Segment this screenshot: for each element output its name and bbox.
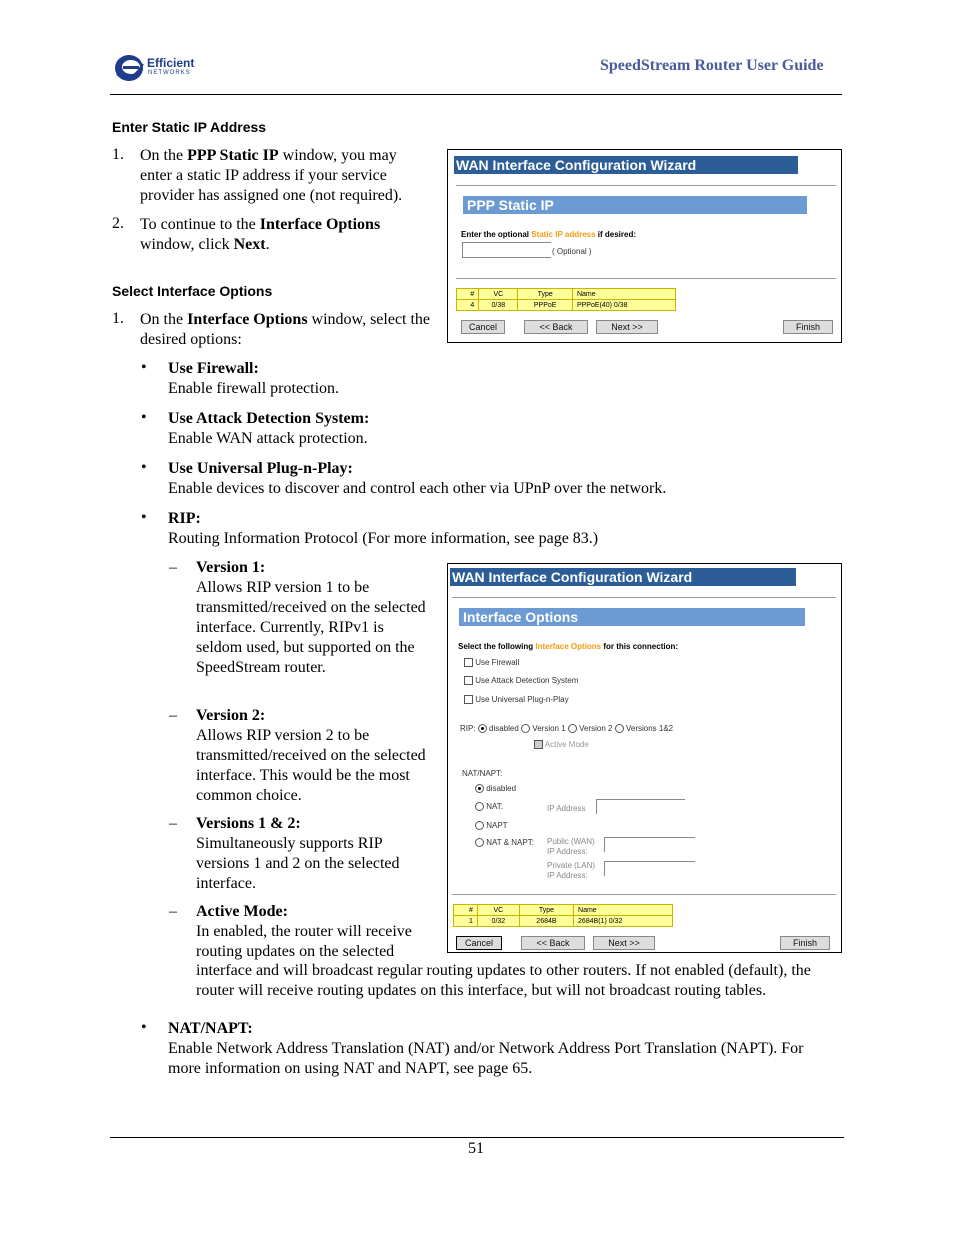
nat-label: NAT/NAPT: bbox=[462, 769, 503, 778]
table-header-row bbox=[457, 289, 676, 300]
radio-rip-disabled[interactable] bbox=[478, 724, 487, 733]
rip-item: Version 1: Allows RIP version 1 to be transmitted/received on the selected interface. Currently, RIPv1 is seldom used, but supported on the SpeedStream router. bbox=[196, 559, 426, 676]
step-text: To continue to the Interface Options window, click Next. bbox=[140, 216, 381, 253]
table-cell: 4 bbox=[457, 300, 479, 311]
table-header: Type bbox=[519, 905, 573, 916]
dash-marker: – bbox=[169, 815, 177, 832]
rip-item: Version 2: Allows RIP version 2 to be transmitted/received on the selected interface. This would be the most common choice. bbox=[196, 707, 426, 804]
finish-button[interactable]: Finish bbox=[783, 320, 833, 334]
table-header-row bbox=[454, 905, 673, 916]
nat-ip-input[interactable] bbox=[596, 799, 685, 814]
page-number: 51 bbox=[468, 1140, 484, 1157]
rip-item: Versions 1 & 2: Simultaneously supports RIP versions 1 and 2 on the selected interface. bbox=[196, 815, 400, 892]
nat-napt-option[interactable]: NAT & NAPT: bbox=[475, 838, 534, 847]
optional-label: ( Optional ) bbox=[552, 247, 592, 256]
checkbox[interactable] bbox=[464, 695, 473, 704]
prompt-text: Enter the optional Static IP address if desired: bbox=[461, 230, 637, 239]
radio[interactable] bbox=[475, 821, 484, 830]
ip-address-label: IP Address bbox=[547, 804, 586, 813]
connection-table bbox=[453, 904, 673, 927]
table-header: Name bbox=[574, 905, 673, 916]
public-wan-label: Public (WAN) IP Address: bbox=[547, 837, 595, 856]
rip-item-continued: interface and will broadcast regular routing updates to other routers. If not enabled (default), the router will receive routing updates on this interface, but will not broadcast routing tables. bbox=[196, 962, 811, 999]
step-text: On the Interface Options window, select the desired options: bbox=[140, 311, 431, 348]
wizard-title-bar: WAN Interface Configuration Wizard bbox=[450, 568, 796, 586]
rip-item: Active Mode: In enabled, the router will receive routing updates on the selected bbox=[196, 903, 412, 960]
sub-title-bar: PPP Static IP bbox=[463, 196, 807, 214]
next-button[interactable]: Next >> bbox=[596, 320, 658, 334]
section-heading-interface-options: Select Interface Options bbox=[112, 283, 273, 299]
radio[interactable] bbox=[475, 838, 484, 847]
step-number: 1. bbox=[112, 146, 124, 163]
dash-marker: – bbox=[169, 559, 177, 576]
static-ip-input[interactable] bbox=[462, 242, 551, 258]
public-ip-input[interactable] bbox=[604, 837, 695, 852]
logo-subtext: NETWORKS bbox=[148, 70, 191, 76]
divider bbox=[456, 278, 836, 279]
private-ip-input[interactable] bbox=[604, 861, 695, 876]
nat-option[interactable]: NAT: bbox=[475, 802, 503, 811]
prompt-text: Select the following Interface Options for this connection: bbox=[458, 642, 679, 651]
wizard-title-bar: WAN Interface Configuration Wizard bbox=[454, 156, 798, 174]
attack-detection-option[interactable]: Use Attack Detection System bbox=[464, 676, 578, 685]
ppp-static-ip-screenshot bbox=[447, 149, 842, 343]
bullet-item: Use Attack Detection System: Enable WAN attack protection. bbox=[168, 410, 370, 447]
radio-rip-v12[interactable] bbox=[615, 724, 624, 733]
table-cell: 0/38 bbox=[479, 300, 518, 311]
bullet-marker: • bbox=[141, 509, 147, 526]
bullet-item: Use Universal Plug-n-Play: Enable devices to discover and control each other via UPnP over the network. bbox=[168, 460, 667, 497]
cancel-button[interactable]: Cancel bbox=[461, 320, 505, 334]
interface-options-screenshot bbox=[447, 563, 842, 953]
radio-rip-v1[interactable] bbox=[521, 724, 530, 733]
dash-marker: – bbox=[169, 707, 177, 724]
step-number: 1. bbox=[112, 310, 124, 327]
radio-rip-v2[interactable] bbox=[568, 724, 577, 733]
dash-marker: – bbox=[169, 903, 177, 920]
back-button[interactable]: << Back bbox=[521, 936, 585, 950]
firewall-option[interactable]: Use Firewall bbox=[464, 658, 519, 667]
bullet-marker: • bbox=[141, 459, 147, 476]
table-cell: 0/32 bbox=[477, 916, 519, 927]
table-header: # bbox=[457, 289, 479, 300]
table-header: Name bbox=[572, 289, 675, 300]
table-row[interactable] bbox=[457, 300, 676, 311]
table-cell: 2684B(1) 0/32 bbox=[574, 916, 673, 927]
table-header: VC bbox=[479, 289, 518, 300]
active-mode-option[interactable]: Active Mode bbox=[534, 740, 589, 749]
checkbox[interactable] bbox=[464, 658, 473, 667]
next-button[interactable]: Next >> bbox=[593, 936, 655, 950]
footer-divider bbox=[110, 1137, 844, 1138]
upnp-option[interactable]: Use Universal Plug-n-Play bbox=[464, 695, 569, 704]
bullet-marker: • bbox=[141, 409, 147, 426]
table-cell: 2684B bbox=[519, 916, 573, 927]
bullet-marker: • bbox=[141, 1019, 147, 1036]
divider bbox=[456, 185, 836, 186]
table-cell: PPPoE(40) 0/38 bbox=[572, 300, 675, 311]
private-lan-label: Private (LAN) IP Address: bbox=[547, 861, 596, 880]
header-divider bbox=[110, 94, 842, 95]
company-logo bbox=[113, 52, 208, 84]
bullet-item: Use Firewall: Enable firewall protection. bbox=[168, 360, 340, 397]
nat-disabled-option[interactable]: disabled bbox=[475, 784, 516, 793]
table-cell: 1 bbox=[454, 916, 478, 927]
guide-title: SpeedStream Router User Guide bbox=[600, 57, 824, 74]
section-heading-static-ip: Enter Static IP Address bbox=[112, 119, 267, 135]
cancel-button[interactable]: Cancel bbox=[456, 936, 502, 950]
napt-option[interactable]: NAPT bbox=[475, 821, 508, 830]
bullet-item: NAT/NAPT: Enable Network Address Translation (NAT) and/or Network Address Port Translation (NAPT). For more information on using NAT and NAPT, see page 65. bbox=[168, 1020, 804, 1077]
checkbox[interactable] bbox=[464, 676, 473, 685]
checkbox[interactable] bbox=[534, 740, 543, 749]
step-text: On the PPP Static IP window, you may enter a static IP address if your service provider has assigned one (not required). bbox=[140, 147, 403, 204]
rip-row: RIP: disabled Version 1 Version 2 Versions 1&2 bbox=[460, 724, 674, 733]
bullet-marker: • bbox=[141, 359, 147, 376]
sub-title-bar: Interface Options bbox=[459, 608, 805, 626]
logo-text: Efficient bbox=[147, 56, 195, 70]
radio[interactable] bbox=[475, 784, 484, 793]
divider bbox=[452, 597, 836, 598]
divider bbox=[452, 894, 836, 895]
bullet-item: RIP: Routing Information Protocol (For more information, see page 83.) bbox=[168, 510, 599, 547]
connection-table bbox=[456, 288, 676, 311]
table-row[interactable] bbox=[454, 916, 673, 927]
table-header: VC bbox=[477, 905, 519, 916]
finish-button[interactable]: Finish bbox=[780, 936, 830, 950]
table-header: # bbox=[454, 905, 478, 916]
radio[interactable] bbox=[475, 802, 484, 811]
back-button[interactable]: << Back bbox=[524, 320, 588, 334]
step-number: 2. bbox=[112, 215, 124, 232]
table-cell: PPPoE bbox=[518, 300, 573, 311]
table-header: Type bbox=[518, 289, 573, 300]
